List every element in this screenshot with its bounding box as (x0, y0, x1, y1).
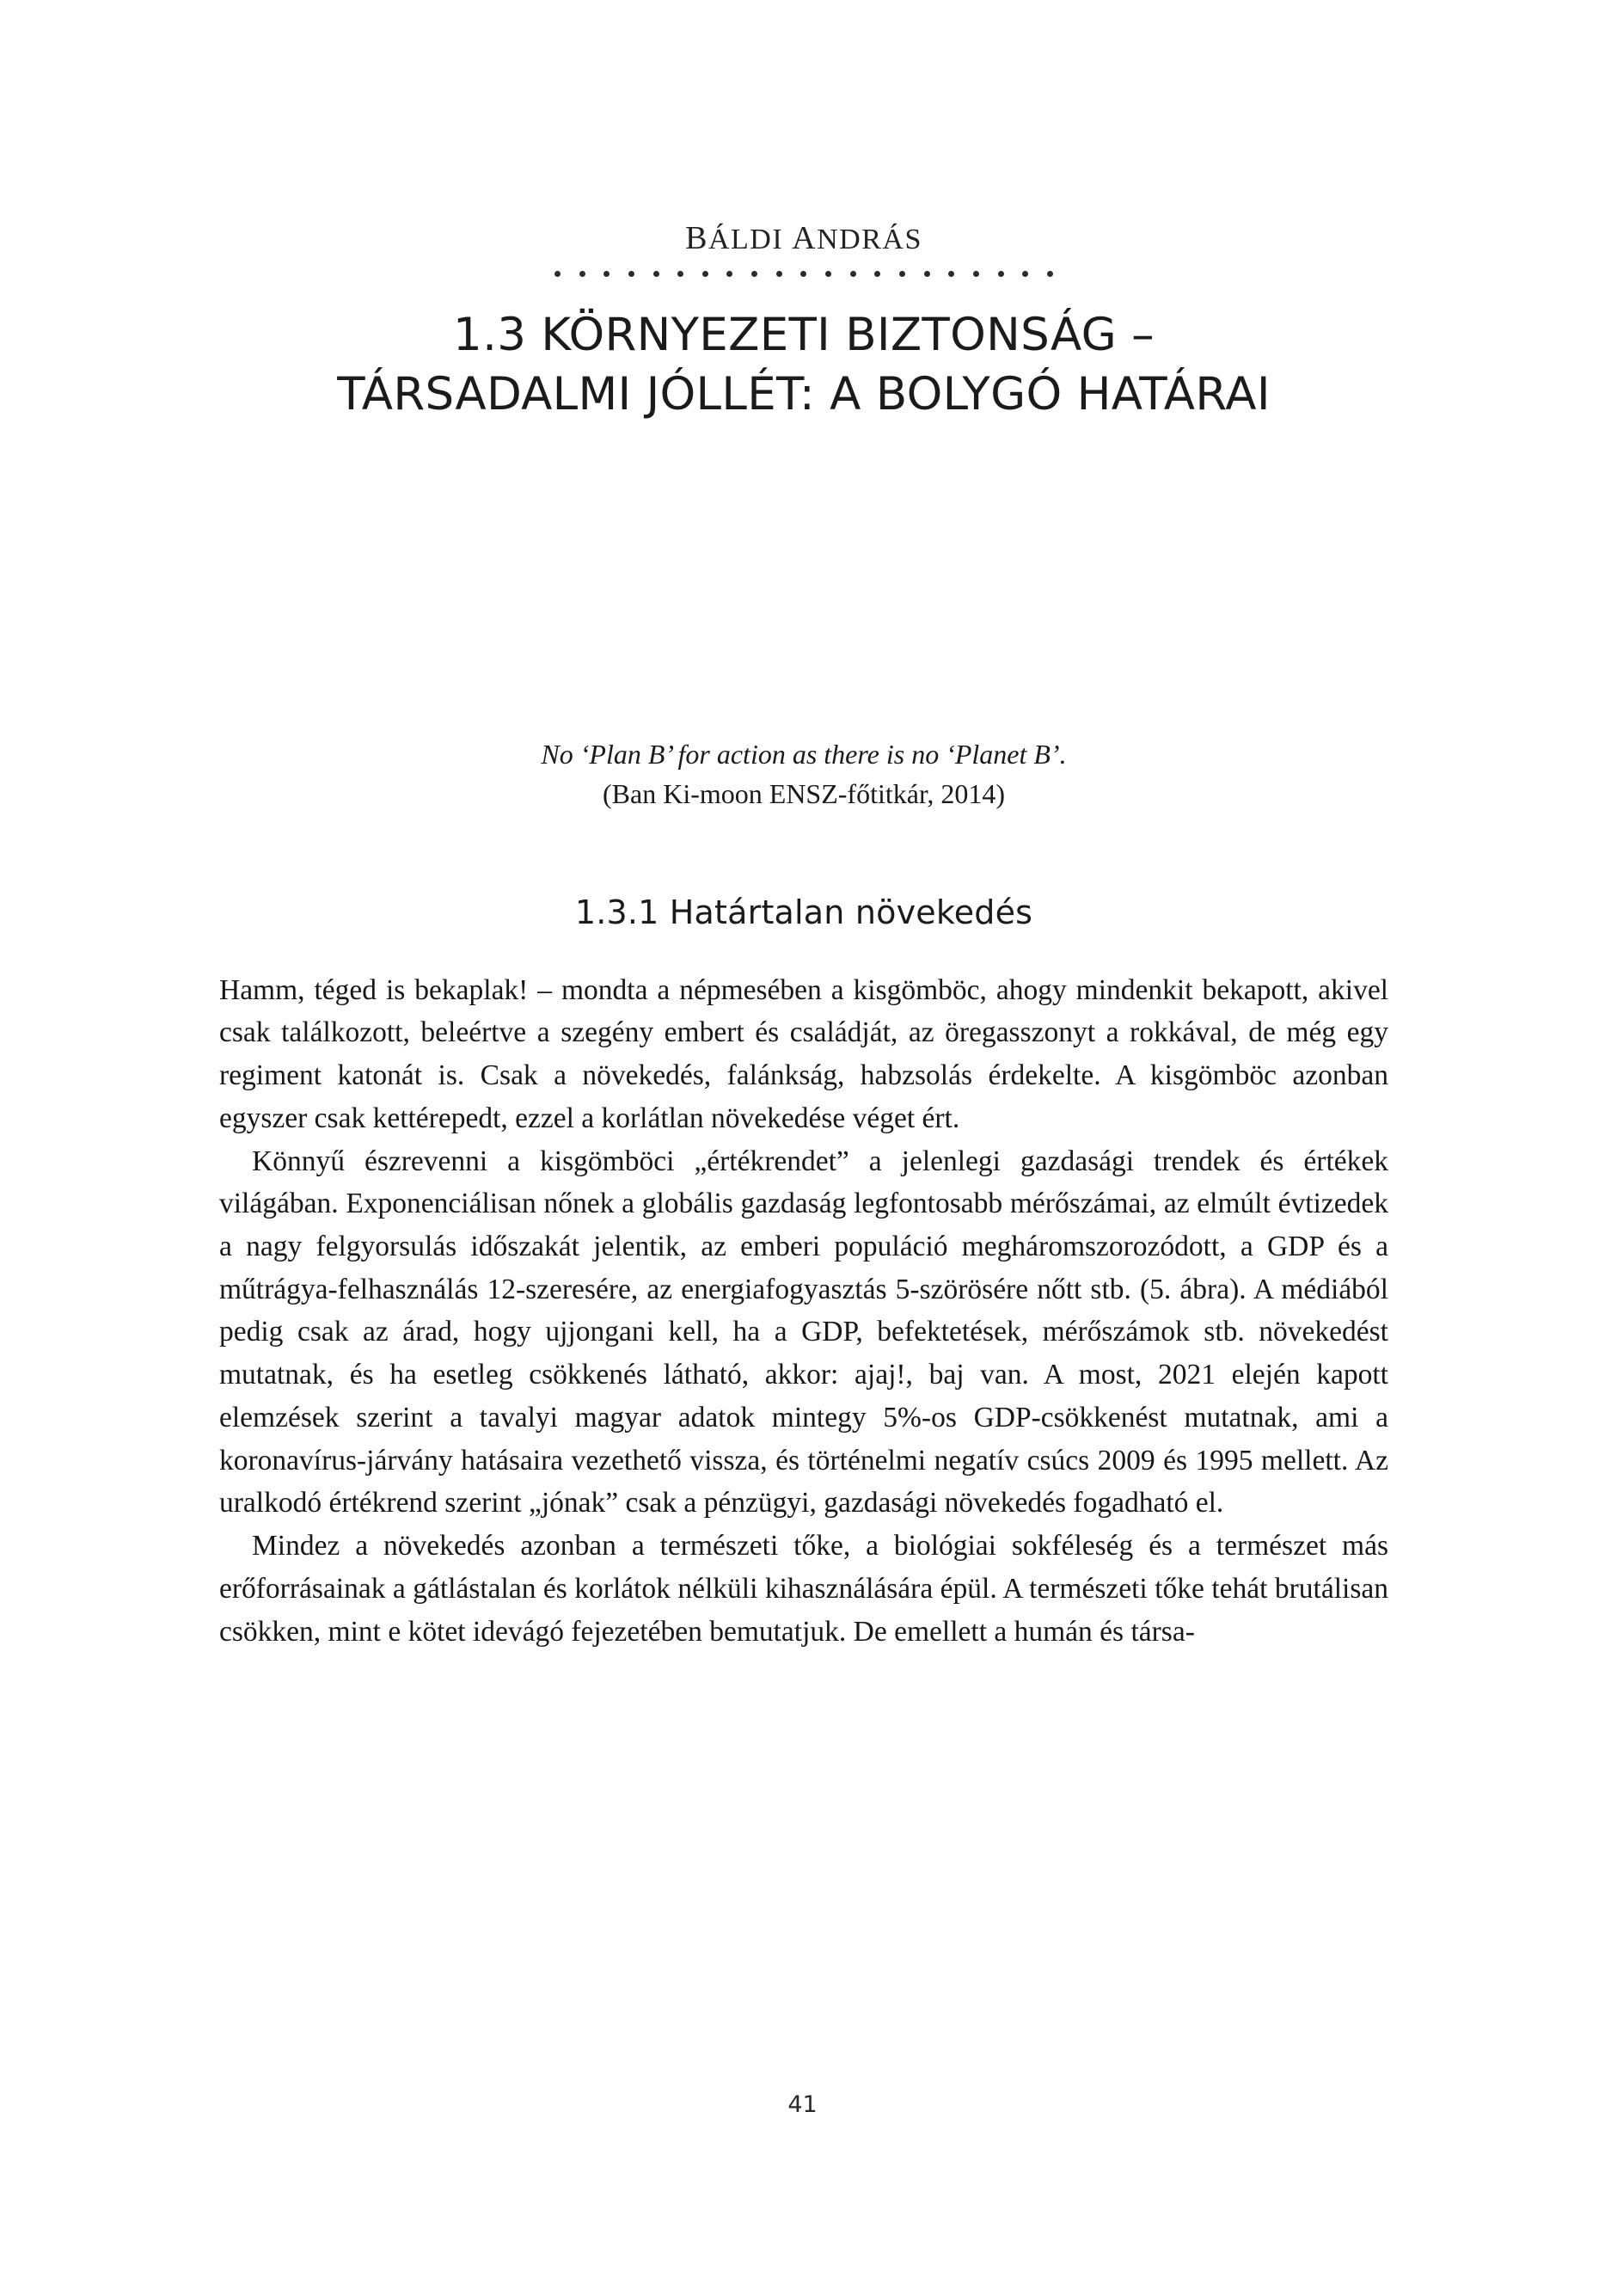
author-initial-last: A (792, 220, 818, 256)
chapter-title (219, 306, 1388, 425)
divider-dot (899, 271, 905, 277)
author-firstname-rest: NDRÁS (817, 224, 922, 255)
divider-dot (628, 271, 634, 277)
divider-dot (998, 271, 1004, 277)
epigraph-attribution: (Ban Ki-moon ENSZ-főtitkár, 2014) (603, 778, 1005, 810)
divider-dot (1022, 271, 1028, 277)
divider-dot (973, 271, 979, 277)
divider-dot (677, 271, 683, 277)
divider-dot (1047, 271, 1053, 277)
epigraph-quote: No ‘Plan B’ for action as there is no ‘Planet B’. (541, 738, 1067, 770)
author-surname-rest: ÁLDI (708, 224, 784, 255)
divider-dot (751, 271, 757, 277)
divider-dot (800, 271, 806, 277)
paragraph: Hamm, téged is bekaplak! – mondta a népmesében a kisgömböc, ahogy mindenkit bekapott, akivel csak találkozott, beleértve a szegény embert és családját, az öregasszonyt a rokkával, de még egy regiment katonát is. Csak a növekedés, falánkság, habzsolás érdekelte. A kisgömböc azonban egyszer csak kettérepedt, ezzel a korlátlan növekedése véget ért. (219, 973, 1388, 1134)
epigraph (219, 734, 1388, 814)
divider-dot (850, 271, 856, 277)
divider-dot (825, 271, 831, 277)
divider-dot (554, 271, 561, 277)
paragraph: Könnyű észrevenni a kisgömböci „értékrendet” a jelenlegi gazdasági trendek és értékek világában. Exponenciálisan nőnek a globális gazdaság legfontosabb mérőszámai, az elmúlt évtizedek a nagy felgyorsulás időszakát jelentik, az emberi populáció megháromszorozódott, a GDP és a műtrágya-felhasználás 12-szeresére, az energiafogyasztás 5-szörösére nőtt stb. (5. ábra). A médiából pedig csak az árad, hogy ujjongani kell, ha a GDP, befektetések, mérőszámok stb. növekedést mutatnak, és ha esetleg csökkenés látható, akkor: ajaj!, baj van. A most, 2021 elején kapott elemzések szerint a tavalyi magyar adatok mintegy 5%-os GDP-csökkenést mutatnak, ami a koronavírus-járvány hatásaira vezethető vissza, és történelmi negatív csúcs 2009 és 1995 mellett. Az uralkodó értékrend szerint „jónak” csak a pénzügyi, gazdasági növekedés fogadható el. (219, 1145, 1388, 1519)
divider-dot (702, 271, 708, 277)
divider-dot (653, 271, 659, 277)
author-name (219, 219, 1388, 257)
body-text (219, 969, 1388, 1654)
page-content (219, 219, 1388, 1653)
section-heading: 1.3.1 Határtalan növekedés (574, 893, 1033, 931)
divider-dot (948, 271, 954, 277)
divider-dot (603, 271, 610, 277)
chapter-title-line-1: 1.3 KÖRNYEZETI BIZTONSÁG – (453, 309, 1155, 361)
divider-dot (924, 271, 930, 277)
paragraph: Mindez a növekedés azonban a természeti tőke, a biológiai sokféleség és a természet más erőforrásainak a gátlástalan és korlátok nélküli kihasználására épül. A természeti tőke tehát brutálisan csökken, mint e kötet idevágó fejezetében bemutatjuk. De emellett a humán és társa- (219, 1530, 1388, 1648)
dotted-divider (554, 271, 1053, 277)
divider-dot (776, 271, 782, 277)
divider-dot (874, 271, 880, 277)
chapter-title-line-2: TÁRSADALMI JÓLLÉT: A BOLYGÓ HATÁRAI (337, 367, 1271, 421)
page-number: 41 (787, 2091, 818, 2118)
divider-dot (726, 271, 732, 277)
author-initial-first: B (685, 220, 708, 256)
divider-dot (579, 271, 585, 277)
